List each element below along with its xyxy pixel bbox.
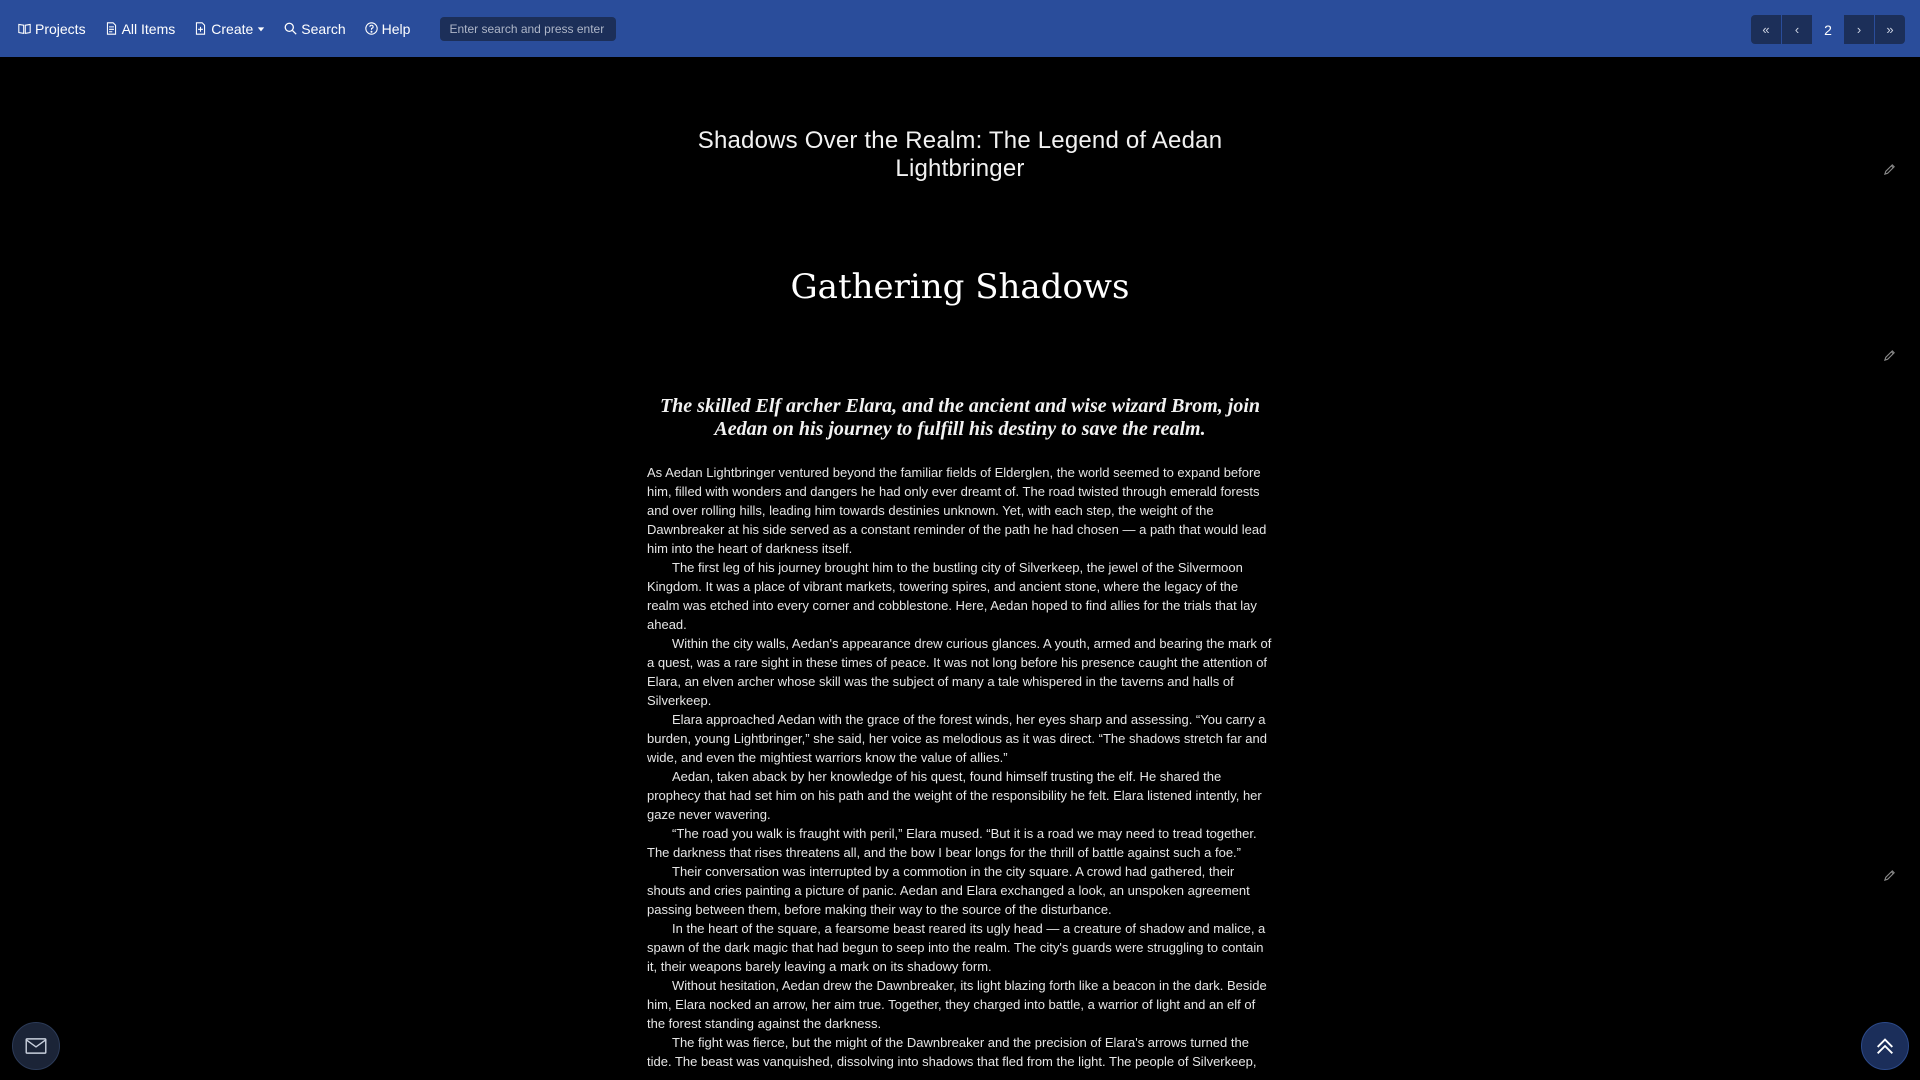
paragraph: Without hesitation, Aedan drew the Dawnbreaker, its light blazing forth like a beacon in the dark. Beside him, Elara nocked an arrow, her aim true. Together, they charged into battle, a warrior of light and an elf of the forest standing against the darkness. (647, 978, 1267, 1031)
help-icon (365, 22, 378, 35)
nav-help[interactable] (365, 21, 411, 37)
chapter-title: Gathering Shadows (790, 267, 1130, 307)
book-title: Shadows Over the Realm: The Legend of Aedan Lightbringer (697, 127, 1223, 182)
book-icon (18, 22, 31, 35)
nav-search-label: Search (301, 20, 346, 37)
top-navigation-bar (0, 0, 1920, 57)
caret-down-icon (257, 25, 265, 33)
pagination (1751, 15, 1905, 44)
nav-help-label: Help (381, 20, 411, 37)
search-icon (284, 22, 297, 35)
nav-all-items[interactable] (105, 21, 176, 37)
add-document-icon (194, 22, 207, 35)
nav-projects[interactable] (18, 21, 86, 37)
current-page-number: 2 (1813, 15, 1844, 44)
paragraph: As Aedan Lightbringer ventured beyond the familiar fields of Elderglen, the world seemed to expand before him, filled with wonders and dangers he had only ever dreamt of. The road twisted through emerald forests and over rolling hills, leading him towards destinies unknown. Yet, with each step, the weight of the Dawnbreaker at his side served as a constant reminder of the path he had chosen — a path that would lead him into the heart of darkness itself. (647, 465, 1267, 556)
last-page-button[interactable]: » (1875, 15, 1905, 44)
nav-create-dropdown[interactable] (194, 21, 265, 37)
next-page-button[interactable]: › (1844, 15, 1875, 44)
search-input[interactable] (440, 17, 616, 41)
nav-projects-label: Projects (35, 20, 86, 37)
nav-all-items-label: All Items (121, 20, 176, 37)
edit-body-pencil-icon[interactable] (1883, 869, 1896, 882)
edit-chapter-pencil-icon[interactable] (1883, 349, 1896, 362)
edit-title-pencil-icon[interactable] (1883, 163, 1896, 176)
paragraph: Aedan, taken aback by her knowledge of his quest, found himself trusting the elf. He shared the prophecy that had set him on his path and the weight of the responsibility he felt. Elara listened intently, her gaze never wavering. (647, 769, 1262, 822)
paragraph: “The road you walk is fraught with peril,” Elara mused. “But it is a road we may need to tread together. The darkness that rises threatens all, and the bow I bear longs for the thrill of battle against such a foe.” (647, 826, 1257, 860)
double-chevron-up-icon (1874, 1035, 1896, 1057)
paragraph: Within the city walls, Aedan's appearance drew curious glances. A youth, armed and bearing the mark of a quest, was a rare sight in these times of peace. It was not long before his presence caught the attention of Elara, an elven archer whose skill was the subject of many a tale whispered in the taverns and halls of Silverkeep. (647, 636, 1272, 708)
paragraph: In the heart of the square, a fearsome beast reared its ugly head — a creature of shadow and malice, a spawn of the dark magic that had begun to seep into the realm. The city's guards were struggling to contain it, their weapons barely leaving a mark on its shadowy form. (647, 921, 1266, 974)
document-icon (105, 22, 118, 35)
nav-create-label: Create (211, 20, 254, 37)
paragraph: Elara approached Aedan with the grace of the forest winds, her eyes sharp and assessing. “You carry a burden, young Lightbringer,” she said, her voice as melodious as it was direct. “The shadows stretch far and wide, and even the mightiest warriors know the value of allies.” (647, 712, 1267, 765)
first-page-button[interactable]: « (1751, 15, 1782, 44)
message-button[interactable] (12, 1022, 60, 1070)
paragraph: The first leg of his journey brought him to the bustling city of Silverkeep, the jewel of the Silvermoon Kingdom. It was a place of vibrant markets, towering spires, and ancient stone, where the legacy of the realm was etched into every corner and cobblestone. Here, Aedan hoped to find allies for the trials that lay ahead. (647, 560, 1257, 632)
scroll-to-top-button[interactable] (1861, 1022, 1909, 1070)
nav-search[interactable] (284, 21, 345, 37)
previous-page-button[interactable]: ‹ (1782, 15, 1813, 44)
paragraph: Their conversation was interrupted by a commotion in the city square. A crowd had gathered, their shouts and cries painting a picture of panic. Aedan and Elara exchanged a look, an unspoken agreement passing between them, before making their way to the source of the disturbance. (647, 864, 1250, 917)
chapter-body (647, 463, 1273, 1071)
paragraph: The fight was fierce, but the might of the Dawnbreaker and the precision of Elara's arrows turned the tide. The beast was vanquished, dissolving into shadows that fled from the light. The people of Silverkeep, (647, 1035, 1257, 1069)
chapter-subtitle: The skilled Elf archer Elara, and the ancient and wise wizard Brom, join Aedan on his journey to fulfill his destiny to save the realm. (659, 395, 1261, 440)
envelope-icon (25, 1038, 47, 1054)
